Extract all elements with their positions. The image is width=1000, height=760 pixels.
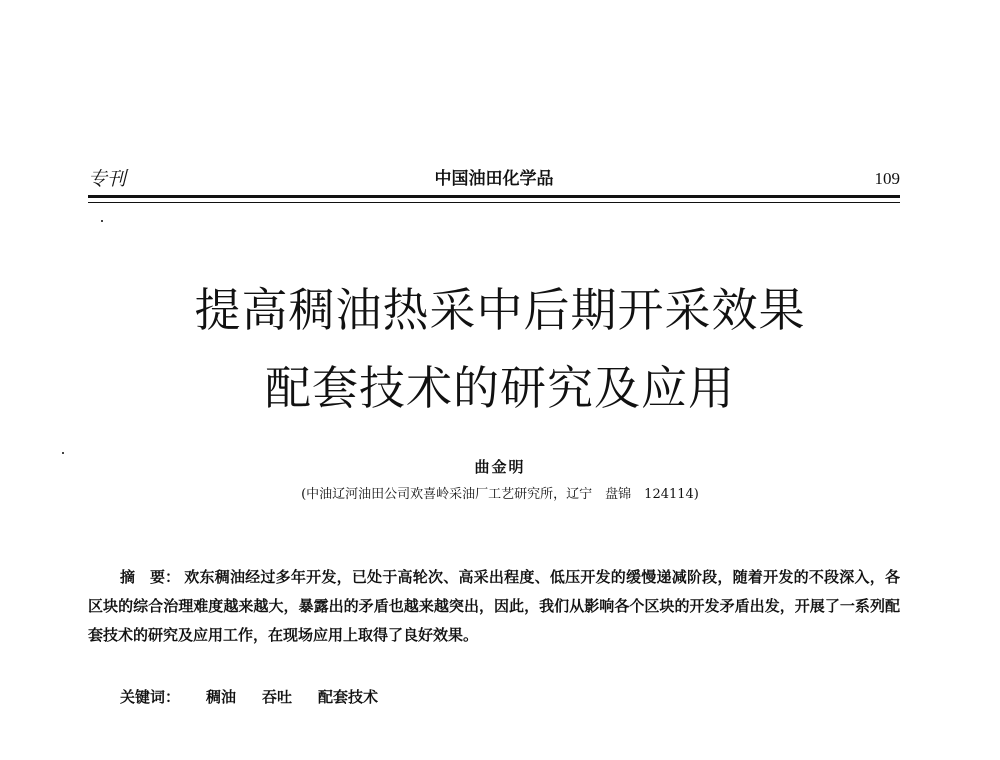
abstract-label: 摘 要： — [120, 568, 181, 586]
scan-speck — [101, 220, 103, 222]
page-number: 109 — [874, 169, 900, 188]
keywords — [120, 684, 378, 710]
author-affiliation: (中油辽河油田公司欢喜岭采油厂工艺研究所，辽宁 盘锦 124114) — [301, 487, 699, 502]
keyword-item: 吞吐 — [262, 688, 293, 706]
keywords-label: 关键词： — [120, 688, 181, 706]
journal-name: 中国油田化学品 — [434, 169, 554, 189]
running-header — [88, 166, 900, 192]
journal-section: 专刊 — [88, 168, 127, 190]
abstract-text: 欢东稠油经过多年开发，已处于高轮次、高采出程度、低压开发的缓慢递减阶段，随着开发的不段深入，各区块的综合治理难度越来越大，暴露出的矛盾也越来越突出，因此，我们从影响各个区块的开发矛盾出发，开展了一系列配套技术的研究及应用工作，在现场应用上取得了良好效果。 — [88, 568, 900, 644]
paper-title-line-2: 配套技术的研究及应用 — [265, 361, 735, 415]
paper-title-line-1: 提高稠油热采中后期开采效果 — [194, 283, 806, 337]
scan-speck — [62, 452, 64, 454]
header-rule-thick — [88, 195, 900, 198]
keyword-item: 稠油 — [206, 688, 237, 706]
abstract — [88, 563, 900, 650]
author-name: 曲金明 — [474, 458, 526, 476]
keyword-item: 配套技术 — [318, 688, 379, 706]
header-rule-thin — [88, 202, 900, 203]
